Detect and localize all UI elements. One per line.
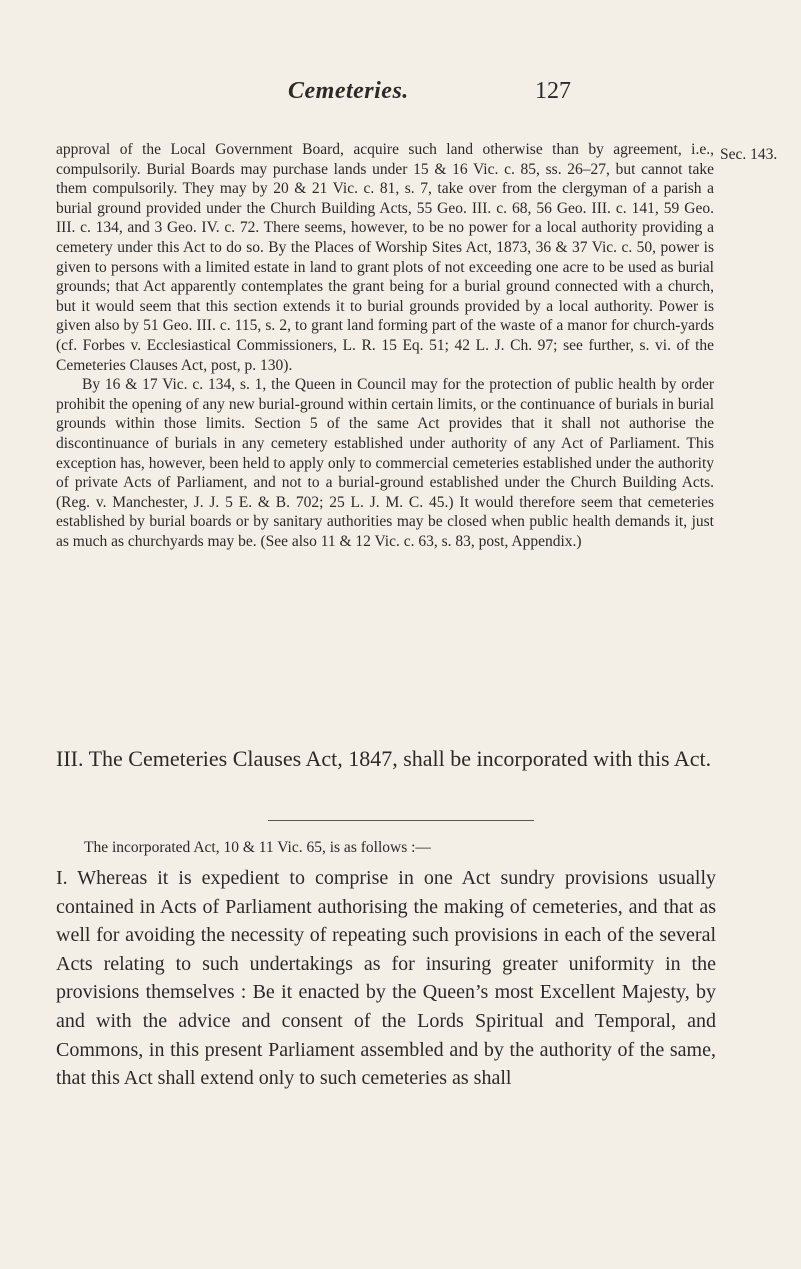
divider-rule (268, 820, 534, 821)
commentary-paragraph-2: By 16 & 17 Vic. c. 134, s. 1, the Queen in Council may for the protection of public health by order prohibit the opening of any new burial-ground within certain limits, or the continuance of burials in burial grounds within those limits. Section 5 of the same Act provides that it shall not authorise the discontinuance of burials in any cemetery established under authority of any Act of Parliament. This exception has, however, been held to apply only to commercial cemeteries established under the authority of private Acts of Parliament, and not to a burial-ground established under the Church Building Acts. (Reg. v. Manchester, J. J. 5 E. & B. 702; 25 L. J. M. C. 45.) It would therefore seem that cemeteries established by burial boards or by sanitary authorities may be closed when public health demands it, just as much as churchyards may be. (See also 11 & 12 Vic. c. 63, s. 83, post, Appendix.) (56, 376, 714, 550)
page-number: 127 (535, 78, 571, 104)
incorporated-act-intro: The incorporated Act, 10 & 11 Vic. 65, is as follows :— (84, 839, 431, 856)
commentary-paragraph-1: approval of the Local Government Board, acquire such land otherwise than by agreement, i.e., compulsorily. Burial Boards may purchase lands under 15 & 16 Vic. c. 85, ss. 26–27, but cannot take them compulsorily. They may by 20 & 21 Vic. c. 81, s. 7, take over from the clergyman of a parish a burial ground provided under the Church Building Acts, 55 Geo. III. c. 68, 56 Geo. III. c. 141, 59 Geo. III. c. 134, and 3 Geo. IV. c. 72. There seems, however, to be no power for a local authority providing a cemetery under this Act to do so. By the Places of Worship Sites Act, 1873, 36 & 37 Vic. c. 50, power is given to persons with a limited estate in land to grant plots of not exceeding one acre to be used as burial grounds; that Act apparently contemplates the grant being for a burial ground connected with a church, but it would seem that this section extends it to burial grounds provided by a local authority. Power is given also by 51 Geo. III. c. 115, s. 2, to grant land forming part of the waste of a manor for church-yards (cf. Forbes v. Ecclesiastical Commissioners, L. R. 15 Eq. 51; 42 L. J. Ch. 97; see further, s. vi. of the Cemeteries Clauses Act, post, p. 130). (56, 141, 714, 374)
clause-1-text: I. Whereas it is expedient to comprise in one Act sundry provisions usually contained in Acts of Parliament authorising the making of cemeteries, and that as well for avoiding the necessity of repeating such provisions in each of the several Acts relating to such undertakings as for insuring greater uniformity in the provisions themselves : Be it enacted by the Queen’s most Excellent Majesty, by and with the advice and consent of the Lords Spiritual and Temporal, and Commons, in this present Parliament assembled and by the authority of the same, that this Act shall extend only to such cemeteries as shall (56, 867, 716, 1090)
margin-section-reference: Sec. 143. (720, 146, 778, 163)
page-header (0, 78, 801, 112)
section-heading: III. The Cemeteries Clauses Act, 1847, shall be incorporated with this Act. (56, 746, 712, 771)
commentary-text (56, 140, 714, 551)
statute-clause (56, 864, 716, 1093)
running-title: Cemeteries. (288, 78, 409, 104)
